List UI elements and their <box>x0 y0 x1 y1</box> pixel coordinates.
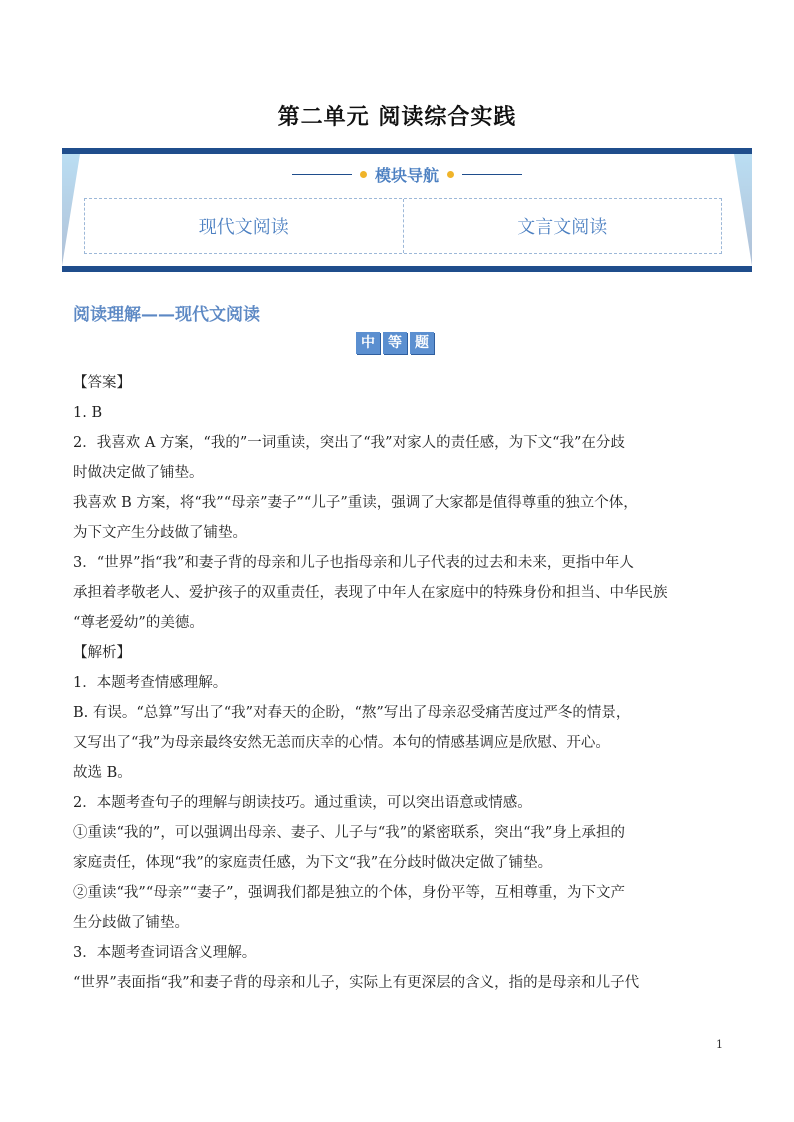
text-line: ②重读“我”“母亲”“妻子”，强调我们都是独立的个体，身份平等，互相尊重，为下文产 <box>73 885 625 901</box>
text-line: 【答案】 <box>73 375 131 391</box>
difficulty-badge <box>356 332 434 354</box>
page-number: 1 <box>716 1038 723 1051</box>
badge-char: 中 <box>356 332 380 354</box>
nav-header-line-left <box>292 174 352 175</box>
page-title: 第二单元 阅读综合实践 <box>277 105 517 130</box>
text-line: 故选 B。 <box>73 765 132 781</box>
text-line: 3．“世界”指“我”和妻子背的母亲和儿子也指母亲和儿子代表的过去和未来，更指中年人 <box>73 555 634 571</box>
text-line: 为下文产生分歧做了铺垫。 <box>73 525 247 541</box>
text-line: 我喜欢 B 方案，将“我”“母亲”妻子”“儿子”重读，强调了大家都是值得尊重的独立个体， <box>73 495 638 511</box>
text-line: “世界”表面指“我”和妻子背的母亲和儿子，实际上有更深层的含义，指的是母亲和儿子代 <box>73 975 640 991</box>
text-line: 2．我喜欢 A 方案，“我的”一词重读，突出了“我”对家人的责任感，为下文“我”在分歧 <box>73 435 625 451</box>
badge-char: 等 <box>383 332 407 354</box>
text-line: 1. B <box>73 405 103 421</box>
section-title: 阅读理解——现代文阅读 <box>73 305 260 325</box>
text-line: 承担着孝敬老人、爱护孩子的双重责任，表现了中年人在家庭中的特殊身份和担当、中华民族 <box>73 585 668 601</box>
text-line: 生分歧做了铺垫。 <box>73 915 189 931</box>
nav-header <box>62 158 752 190</box>
nav-dot-left-icon <box>360 171 367 178</box>
module-nav-panel <box>62 148 752 272</box>
text-line: “尊老爱幼”的美德。 <box>73 615 204 631</box>
nav-grid <box>84 198 722 254</box>
text-line: 【解析】 <box>73 645 131 661</box>
text-line: B. 有误。“总算”写出了“我”对春天的企盼，“熬”写出了母亲忍受痛苦度过严冬的情景， <box>73 705 631 721</box>
text-line: 1．本题考查情感理解。 <box>73 675 228 691</box>
answer-content <box>73 368 723 998</box>
badge-char: 题 <box>410 332 434 354</box>
text-line: 3．本题考查词语含义理解。 <box>73 945 257 961</box>
nav-header-line-right <box>462 174 522 175</box>
nav-item-classical-reading[interactable]: 文言文阅读 <box>403 199 722 253</box>
nav-item-modern-reading[interactable]: 现代文阅读 <box>198 217 289 238</box>
text-line: 家庭责任，体现“我”的家庭责任感，为下文“我”在分歧时做决定做了铺垫。 <box>73 855 553 871</box>
text-line: ①重读“我的”，可以强调出母亲、妻子、儿子与“我”的紧密联系，突出“我”身上承担的 <box>73 825 625 841</box>
text-line: 又写出了“我”为母亲最终安然无恙而庆幸的心情。本句的情感基调应是欣慰、开心。 <box>73 735 610 751</box>
text-line: 时做决定做了铺垫。 <box>73 465 204 481</box>
text-line: 2．本题考查句子的理解与朗读技巧。通过重读，可以突出语意或情感。 <box>73 795 532 811</box>
nav-dot-right-icon <box>447 171 454 178</box>
nav-heading: 模块导航 <box>374 165 439 185</box>
